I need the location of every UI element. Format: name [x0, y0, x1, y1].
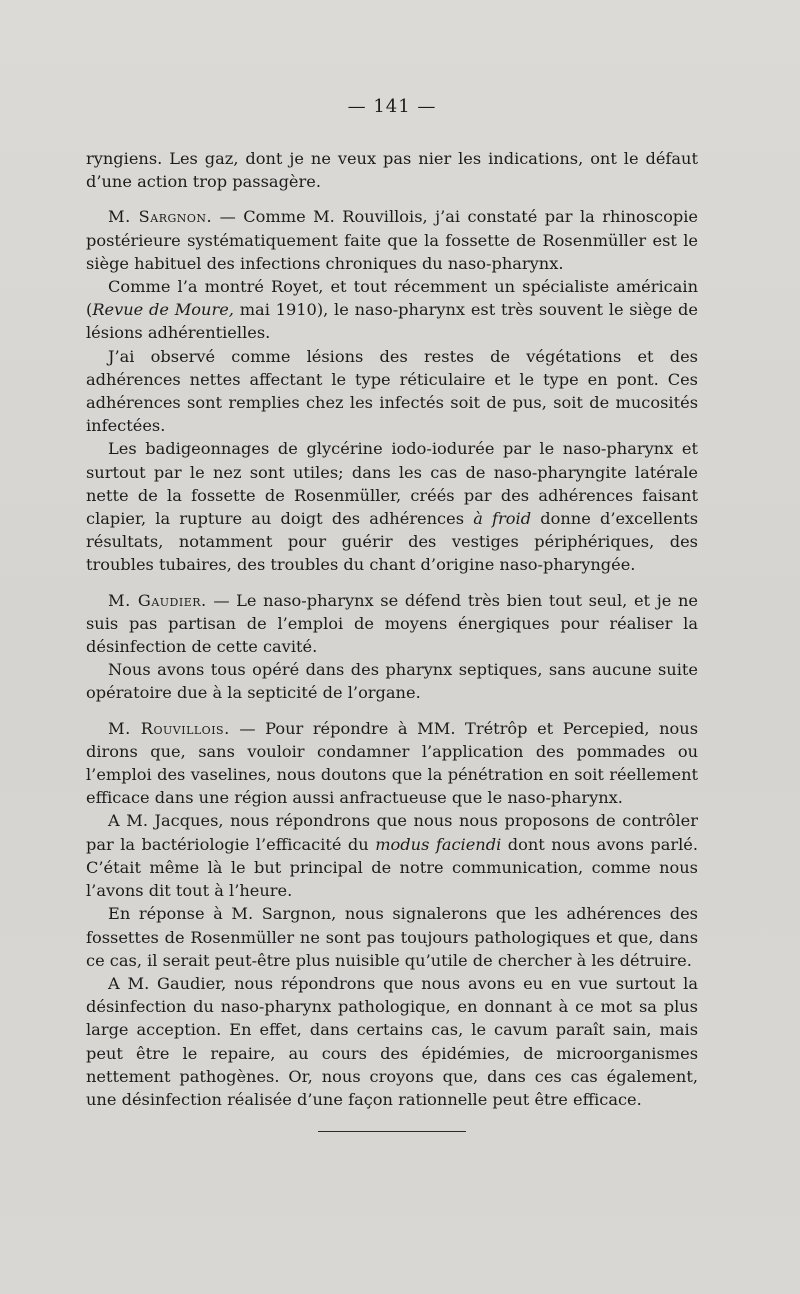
paragraph [86, 658, 698, 704]
paragraph-text: ryngiens. Les gaz, dont je ne veux pas nier les indications, ont le défaut d’une action trop passagère. [86, 149, 698, 192]
paragraph [86, 275, 698, 345]
paragraph-text: A M. Gaudier, nous répondrons que nous avons eu en vue surtout la désinfection du naso-pharynx pathologique, en donnant à ce mot sa plus large acception. En effet, dans certains cas, le cavum paraît sain, mais peut être le repaire, au cours des épidémies, de microorganismes nettement pathogènes. Or, nous croyons que, dans ces cas également, une désinfection réalisée d’une façon rationnelle peut être efficace. [86, 973, 698, 1109]
journal-title: Revue de Moure, [92, 300, 234, 320]
paragraph-text: donne d’excellents résultats, notamment pour guérir des vestiges périphériques, des troubles tubaires, des troubles du chant d’origine naso-pharyngée. [86, 509, 699, 575]
paragraph [86, 902, 698, 972]
paragraph-text: — Pour répondre à MM. Trétrôp et Percepied, nous dirons que, sans vouloir condamner l’application des pommades ou l’emploi des vaselines, nous doutons que la pénétration en soit réellement efficace dans une région aussi anfractueuse que le naso-pharynx. [86, 718, 698, 808]
paragraph-text: Les badigeonnages de glycérine iodo-iodurée par le naso-pharynx et surtout par le nez sont utiles; dans les cas de naso-pharyngite latérale nette de la fossette de Rosenmüller, créés par des adhérences faisant clapier, la rupture au doigt des adhérences [86, 439, 698, 529]
end-rule [318, 1131, 466, 1132]
body-text [86, 147, 698, 1111]
paragraph-text: J’ai observé comme lésions des restes de végétations et des adhérences nettes affectant le type réticulaire et le type en pont. Ces adhérences sont remplies chez les infectés soit de pus, soit de mucosités infectées. [86, 346, 698, 436]
paragraph-text: — Le naso-pharynx se défend très bien tout seul, et je ne suis pas partisan de l’emploi de moyens énergiques pour réaliser la désinfection de cette cavité. [86, 590, 698, 657]
italic-phrase: à froid [473, 509, 532, 529]
paragraph [86, 972, 698, 1111]
speaker-name: M. Rouvillois. [108, 718, 230, 738]
speaker-name: M. Sargnon. [108, 207, 213, 227]
paragraph-text: Nous avons tous opéré dans des pharynx septiques, sans aucune suite opératoire due à la septicité de l’organe. [86, 660, 698, 703]
paragraph-text: Comme l’a montré Royet, et tout récemment un spécialiste américain ( [86, 277, 698, 320]
page-number: — 141 — [347, 96, 437, 117]
paragraph-text: mai 1910), le naso-pharynx est très souvent le siège de lésions adhérentielles. [86, 300, 698, 343]
paragraph-text: — Comme M. Rouvillois, j’ai constaté par la rhinoscopie postérieure systématiquement faite que la fossette de Rosenmüller est le siège habituel des infections chroniques du naso-pharynx. [86, 207, 698, 273]
paragraph [86, 345, 698, 438]
paragraph-text: A M. Jacques, nous répondrons que nous nous proposons de contrôler par la bactériologie l’efficacité du [86, 811, 698, 854]
paragraph-gaudier [86, 589, 698, 659]
paragraph [86, 809, 698, 902]
paragraph-text: En réponse à M. Sargnon, nous signalerons que les adhérences des fossettes de Rosenmüller ne sont pas toujours pathologiques et que, dans ce cas, il serait peut-être plus nuisible qu’utile de chercher à les détruire. [86, 904, 698, 970]
italic-phrase: modus faciendi [375, 834, 502, 854]
paragraph-rouvillois [86, 717, 698, 810]
paragraph-sargnon [86, 205, 698, 275]
speaker-name: M. Gaudier. [108, 590, 207, 610]
paragraph-text: dont nous avons parlé. C’était même là le but principal de notre communication, comme nous l’avons dit tout à l’heure. [86, 834, 699, 901]
paragraph-continuation [86, 147, 698, 193]
paragraph [86, 437, 698, 576]
